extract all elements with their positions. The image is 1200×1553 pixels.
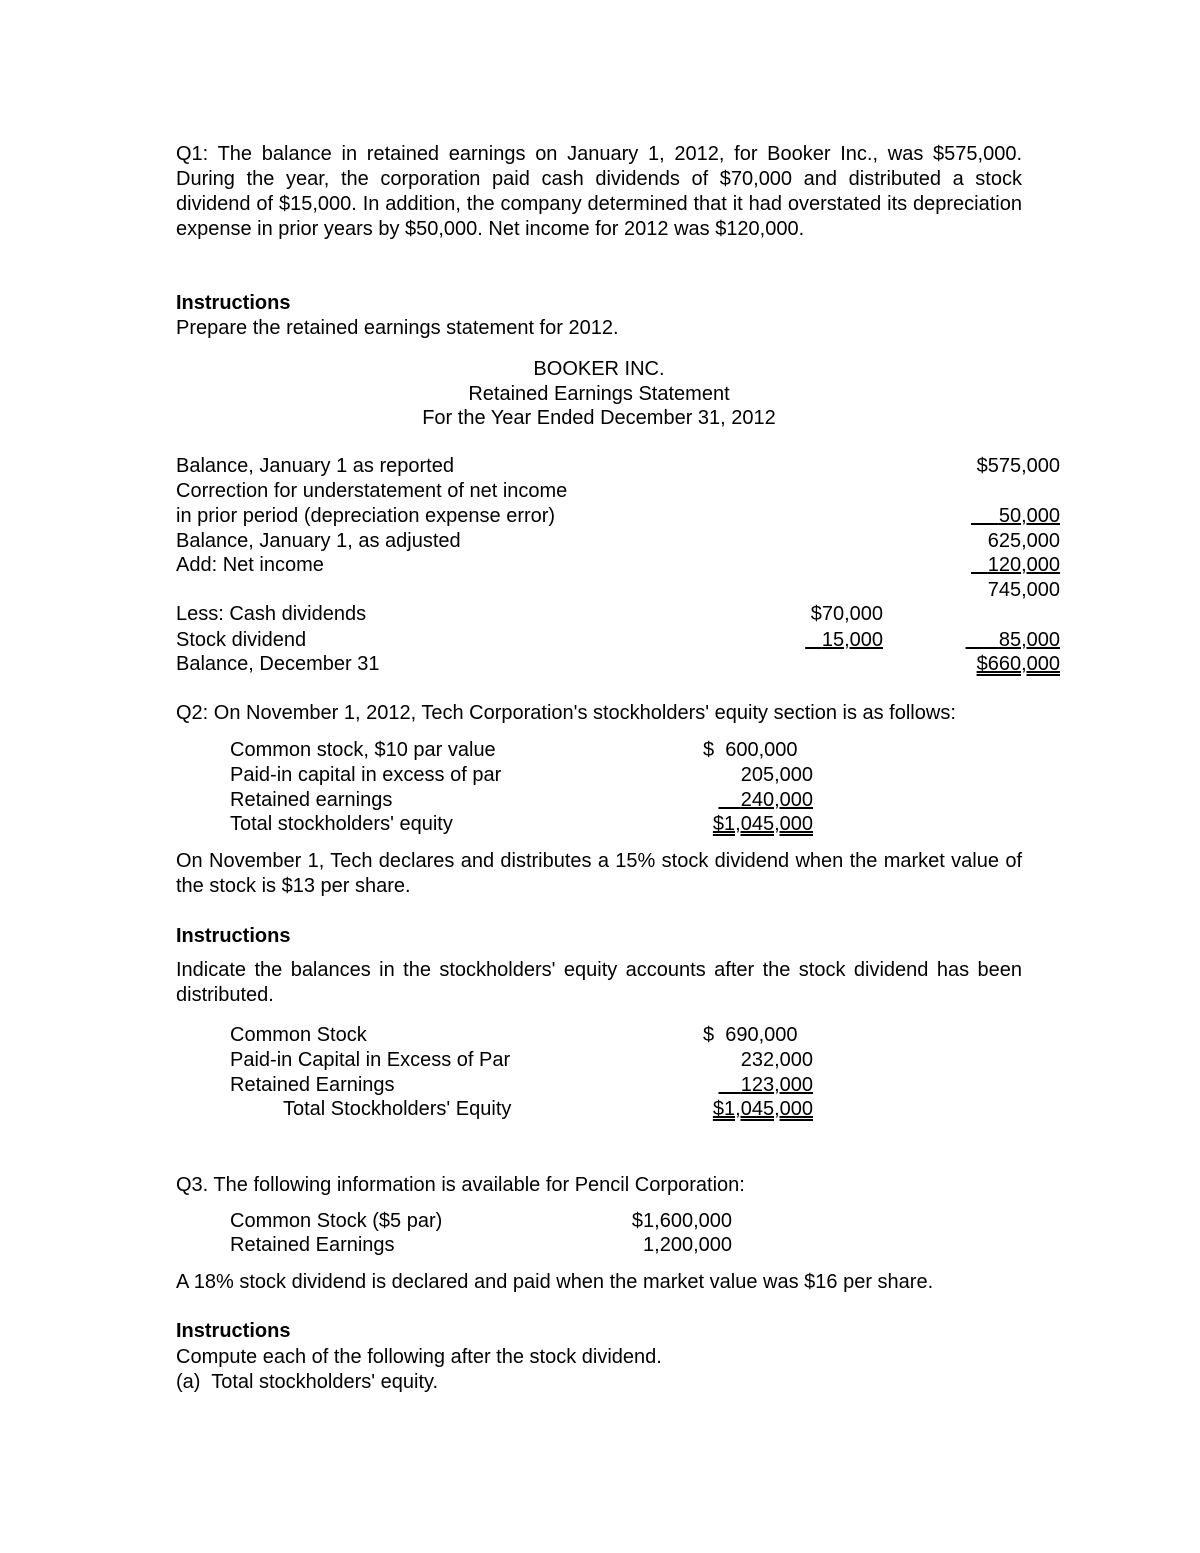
statement-row-mid-amount: $70,000: [810, 603, 883, 625]
q2-after-value: 232,000: [740, 1049, 813, 1071]
q2-before-value: 205,000: [740, 764, 813, 786]
q3-item-value: $1,600,000: [631, 1210, 732, 1232]
q2-instructions-text: Indicate the balances in the stockholders' equity accounts after the stock dividend has been distributed.: [176, 959, 1022, 1006]
q2-after-label: Total Stockholders' Equity: [283, 1098, 512, 1120]
statement-title: Retained Earnings Statement: [468, 383, 730, 405]
q2-before-value: $ 600,000: [703, 739, 798, 761]
statement-row-amount: 625,000: [987, 530, 1060, 552]
q2-intro: Q2: On November 1, 2012, Tech Corporation's stockholders' equity section is as follows:: [176, 702, 956, 724]
statement-row-label: Add: Net income: [176, 554, 324, 576]
statement-row-amount: 745,000: [987, 579, 1060, 601]
statement-row-label: Balance, December 31: [176, 653, 380, 675]
q3-item-a: (a) Total stockholders' equity.: [176, 1371, 439, 1393]
q2-after-value: $1,045,000: [712, 1098, 813, 1120]
statement-period: For the Year Ended December 31, 2012: [422, 407, 776, 429]
q3-item-label: Retained Earnings: [230, 1234, 395, 1256]
statement-row-label: Balance, January 1, as adjusted: [176, 530, 461, 552]
q2-instructions-heading: Instructions: [176, 925, 291, 947]
statement-row-mid-amount: 15,000: [821, 629, 883, 651]
q2-after-label: Paid-in Capital in Excess of Par: [230, 1049, 511, 1071]
q1-instructions-heading: Instructions: [176, 292, 291, 314]
statement-row-label: in prior period (depreciation expense error): [176, 505, 556, 527]
q2-before-label: Common stock, $10 par value: [230, 739, 496, 761]
q1-text: Q1: The balance in retained earnings on January 1, 2012, for Booker Inc., was $575,000. During the year, the corporation paid cash dividends of $70,000 and distributed a stock dividend of $15,000. In addition, the company determined that it had overstated its depreciation expense in prior years by $50,000. Net income for 2012 was $120,000.: [176, 143, 1022, 240]
q3-instructions-text: Compute each of the following after the stock dividend.: [176, 1346, 662, 1368]
q2-after-label: Retained Earnings: [230, 1074, 395, 1096]
statement-row-label: Less: Cash dividends: [176, 603, 367, 625]
statement-company: BOOKER INC.: [533, 358, 665, 380]
statement-row-label: Balance, January 1 as reported: [176, 455, 454, 477]
statement-row-label: Correction for understatement of net income: [176, 480, 568, 502]
q2-after-value: 123,000: [740, 1074, 813, 1096]
statement-row-amount: 50,000: [998, 505, 1060, 527]
statement-row-amount: 85,000: [998, 629, 1060, 651]
q2-before-label: Total stockholders' equity: [230, 813, 453, 835]
statement-row-amount: $575,000: [976, 455, 1060, 477]
q2-before-label: Paid-in capital in excess of par: [230, 764, 502, 786]
q2-before-value: 240,000: [740, 789, 813, 811]
q2-after-value: $ 690,000: [703, 1024, 798, 1046]
q2-after-label: Common Stock: [230, 1024, 367, 1046]
q1-instructions-text: Prepare the retained earnings statement for 2012.: [176, 317, 619, 339]
q3-text: A 18% stock dividend is declared and paid when the market value was $16 per share.: [176, 1271, 934, 1293]
statement-row-amount: 120,000: [987, 554, 1060, 576]
q3-item-value: 1,200,000: [643, 1234, 732, 1256]
statement-row-amount: $660,000: [976, 653, 1060, 675]
q3-instructions-heading: Instructions: [176, 1320, 291, 1342]
q3-intro: Q3. The following information is available for Pencil Corporation:: [176, 1174, 745, 1196]
q2-before-value: $1,045,000: [712, 813, 813, 835]
q3-item-label: Common Stock ($5 par): [230, 1210, 443, 1232]
q2-text: On November 1, Tech declares and distributes a 15% stock dividend when the market value of the stock is $13 per share.: [176, 850, 1022, 897]
q2-before-label: Retained earnings: [230, 789, 393, 811]
statement-row-label: Stock dividend: [176, 629, 307, 651]
